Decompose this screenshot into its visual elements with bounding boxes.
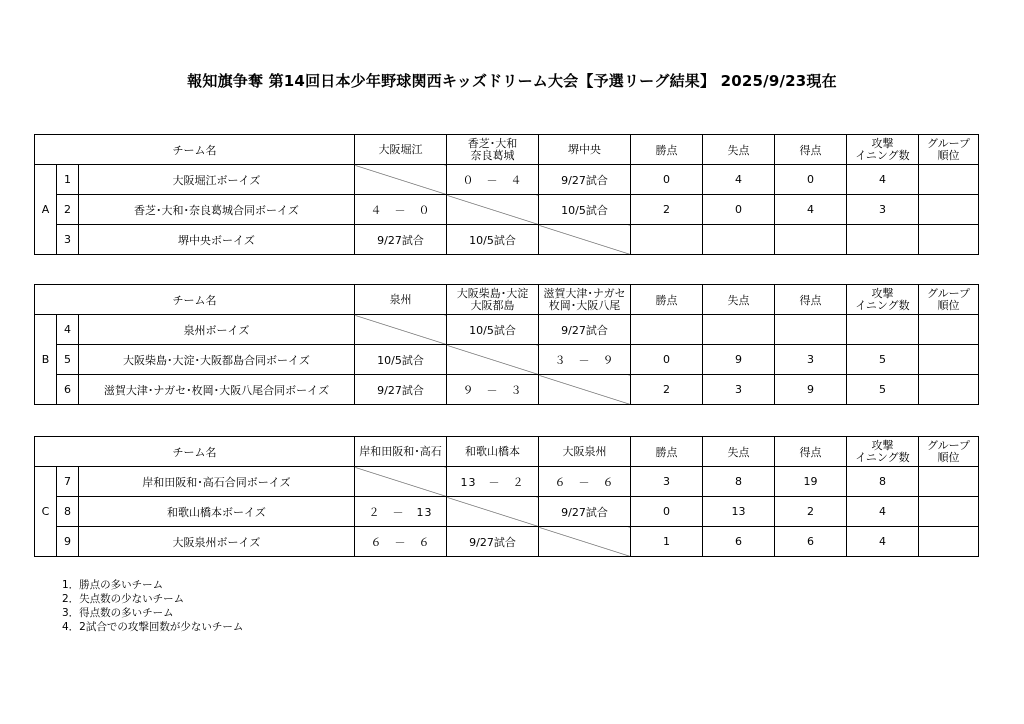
note-item: 1．勝点の多いチーム [62, 579, 164, 591]
team-name: 大阪泉州ボーイズ [79, 527, 355, 557]
wins-cell: 3 [631, 467, 703, 497]
opponent-header: 泉州 [355, 285, 447, 315]
team-number: 4 [57, 315, 79, 345]
rank-header: グループ 順位 [919, 285, 979, 315]
innings-cell [847, 315, 919, 345]
innings-cell: 4 [847, 165, 919, 195]
scored-cell: 19 [775, 467, 847, 497]
header-row [35, 437, 979, 467]
group-label: A [35, 165, 57, 255]
innings-header: 攻撃 イニング数 [847, 285, 919, 315]
self-match-cell [447, 497, 539, 527]
header-row [35, 135, 979, 165]
self-match-cell [447, 195, 539, 225]
team-name-header: チーム名 [35, 285, 355, 315]
match-cell: 10/5試合 [539, 195, 631, 225]
team-number: 7 [57, 467, 79, 497]
opponent-header: 堺中央 [539, 135, 631, 165]
wins-cell: 1 [631, 527, 703, 557]
wins-cell: 2 [631, 195, 703, 225]
match-cell: 13 － ２ [447, 467, 539, 497]
self-match-cell [447, 345, 539, 375]
table-row [35, 467, 979, 497]
rank-cell [919, 497, 979, 527]
self-match-cell [539, 527, 631, 557]
conceded-cell: 0 [703, 195, 775, 225]
scored-cell: 3 [775, 345, 847, 375]
table-row [35, 195, 979, 225]
match-cell: 9/27試合 [355, 375, 447, 405]
table-row [35, 225, 979, 255]
team-name: 泉州ボーイズ [79, 315, 355, 345]
team-number: 1 [57, 165, 79, 195]
match-cell: 9/27試合 [447, 527, 539, 557]
match-cell: ４ － ０ [355, 195, 447, 225]
team-number: 2 [57, 195, 79, 225]
scored-cell [775, 315, 847, 345]
match-cell: 10/5試合 [355, 345, 447, 375]
team-number: 8 [57, 497, 79, 527]
note-item: 4．2試合での攻撃回数が少ないチーム [62, 621, 244, 633]
table-row [35, 527, 979, 557]
table-row [35, 345, 979, 375]
match-cell: 9/27試合 [539, 165, 631, 195]
conceded-cell: 9 [703, 345, 775, 375]
innings-cell: 8 [847, 467, 919, 497]
opponent-header: 大阪堀江 [355, 135, 447, 165]
innings-cell: 4 [847, 497, 919, 527]
conceded-cell: 4 [703, 165, 775, 195]
table-row [35, 375, 979, 405]
conceded-cell: 6 [703, 527, 775, 557]
opponent-header: 香芝･大和 奈良葛城 [447, 135, 539, 165]
scored-cell: 9 [775, 375, 847, 405]
match-cell: ３ － ９ [539, 345, 631, 375]
scored-header: 得点 [775, 285, 847, 315]
rank-cell [919, 375, 979, 405]
match-cell: 9/27試合 [539, 497, 631, 527]
match-cell: 9/27試合 [539, 315, 631, 345]
team-number: 3 [57, 225, 79, 255]
innings-cell [847, 225, 919, 255]
opponent-header: 岸和田阪和･高石 [355, 437, 447, 467]
rank-cell [919, 467, 979, 497]
wins-header: 勝点 [631, 285, 703, 315]
table-row [35, 497, 979, 527]
self-match-cell [539, 225, 631, 255]
note-item: 2．失点数の少ないチーム [62, 593, 185, 605]
scored-cell: 2 [775, 497, 847, 527]
note-item: 3．得点数の多いチーム [62, 607, 174, 619]
conceded-header: 失点 [703, 437, 775, 467]
team-name: 香芝･大和･奈良葛城合同ボーイズ [79, 195, 355, 225]
match-cell: ０ － ４ [447, 165, 539, 195]
team-name: 岸和田阪和･高石合同ボーイズ [79, 467, 355, 497]
group-label: B [35, 315, 57, 405]
wins-cell [631, 225, 703, 255]
conceded-cell [703, 225, 775, 255]
rank-header: グループ 順位 [919, 135, 979, 165]
conceded-cell [703, 315, 775, 345]
table-row [35, 315, 979, 345]
wins-cell: 0 [631, 345, 703, 375]
opponent-header: 和歌山橋本 [447, 437, 539, 467]
match-cell: ９ － ３ [447, 375, 539, 405]
table-row [35, 165, 979, 195]
match-cell: ６ － ６ [539, 467, 631, 497]
self-match-cell [355, 315, 447, 345]
match-cell: 10/5試合 [447, 225, 539, 255]
match-cell: ６ － ６ [355, 527, 447, 557]
team-name: 滋賀大津･ナガセ･枚岡･大阪八尾合同ボーイズ [79, 375, 355, 405]
team-name: 和歌山橋本ボーイズ [79, 497, 355, 527]
team-number: 5 [57, 345, 79, 375]
scored-header: 得点 [775, 437, 847, 467]
scored-cell: 0 [775, 165, 847, 195]
innings-cell: 4 [847, 527, 919, 557]
group-label: C [35, 467, 57, 557]
self-match-cell [355, 165, 447, 195]
innings-cell: 5 [847, 375, 919, 405]
scored-cell: 4 [775, 195, 847, 225]
team-name-header: チーム名 [35, 437, 355, 467]
team-name: 大阪堀江ボーイズ [79, 165, 355, 195]
rank-cell [919, 165, 979, 195]
wins-cell: 0 [631, 497, 703, 527]
innings-header: 攻撃 イニング数 [847, 135, 919, 165]
innings-header: 攻撃 イニング数 [847, 437, 919, 467]
team-number: 9 [57, 527, 79, 557]
wins-cell [631, 315, 703, 345]
ranking-rules-notes [62, 578, 243, 634]
conceded-cell: 3 [703, 375, 775, 405]
innings-cell: 5 [847, 345, 919, 375]
scored-cell: 6 [775, 527, 847, 557]
rank-cell [919, 315, 979, 345]
self-match-cell [539, 375, 631, 405]
rank-cell [919, 225, 979, 255]
league-table-group-a [34, 134, 979, 255]
wins-cell: 0 [631, 165, 703, 195]
page-title: 報知旗争奪 第14回日本少年野球関西キッズドリーム大会【予選リーグ結果】 2025/9/23現在 [187, 72, 837, 90]
team-name: 大阪柴島･大淀･大阪都島合同ボーイズ [79, 345, 355, 375]
opponent-header: 滋賀大津･ナガセ 枚岡･大阪八尾 [539, 285, 631, 315]
conceded-header: 失点 [703, 285, 775, 315]
conceded-cell: 8 [703, 467, 775, 497]
opponent-header: 大阪柴島･大淀 大阪都島 [447, 285, 539, 315]
opponent-header: 大阪泉州 [539, 437, 631, 467]
conceded-cell: 13 [703, 497, 775, 527]
rank-cell [919, 195, 979, 225]
team-name: 堺中央ボーイズ [79, 225, 355, 255]
match-cell: 10/5試合 [447, 315, 539, 345]
match-cell: 9/27試合 [355, 225, 447, 255]
conceded-header: 失点 [703, 135, 775, 165]
league-table-group-b [34, 284, 979, 405]
team-number: 6 [57, 375, 79, 405]
rank-header: グループ 順位 [919, 437, 979, 467]
league-table-group-c [34, 436, 979, 557]
rank-cell [919, 527, 979, 557]
wins-header: 勝点 [631, 135, 703, 165]
innings-cell: 3 [847, 195, 919, 225]
scored-header: 得点 [775, 135, 847, 165]
header-row [35, 285, 979, 315]
team-name-header: チーム名 [35, 135, 355, 165]
wins-header: 勝点 [631, 437, 703, 467]
scored-cell [775, 225, 847, 255]
rank-cell [919, 345, 979, 375]
wins-cell: 2 [631, 375, 703, 405]
match-cell: ２ － 13 [355, 497, 447, 527]
self-match-cell [355, 467, 447, 497]
